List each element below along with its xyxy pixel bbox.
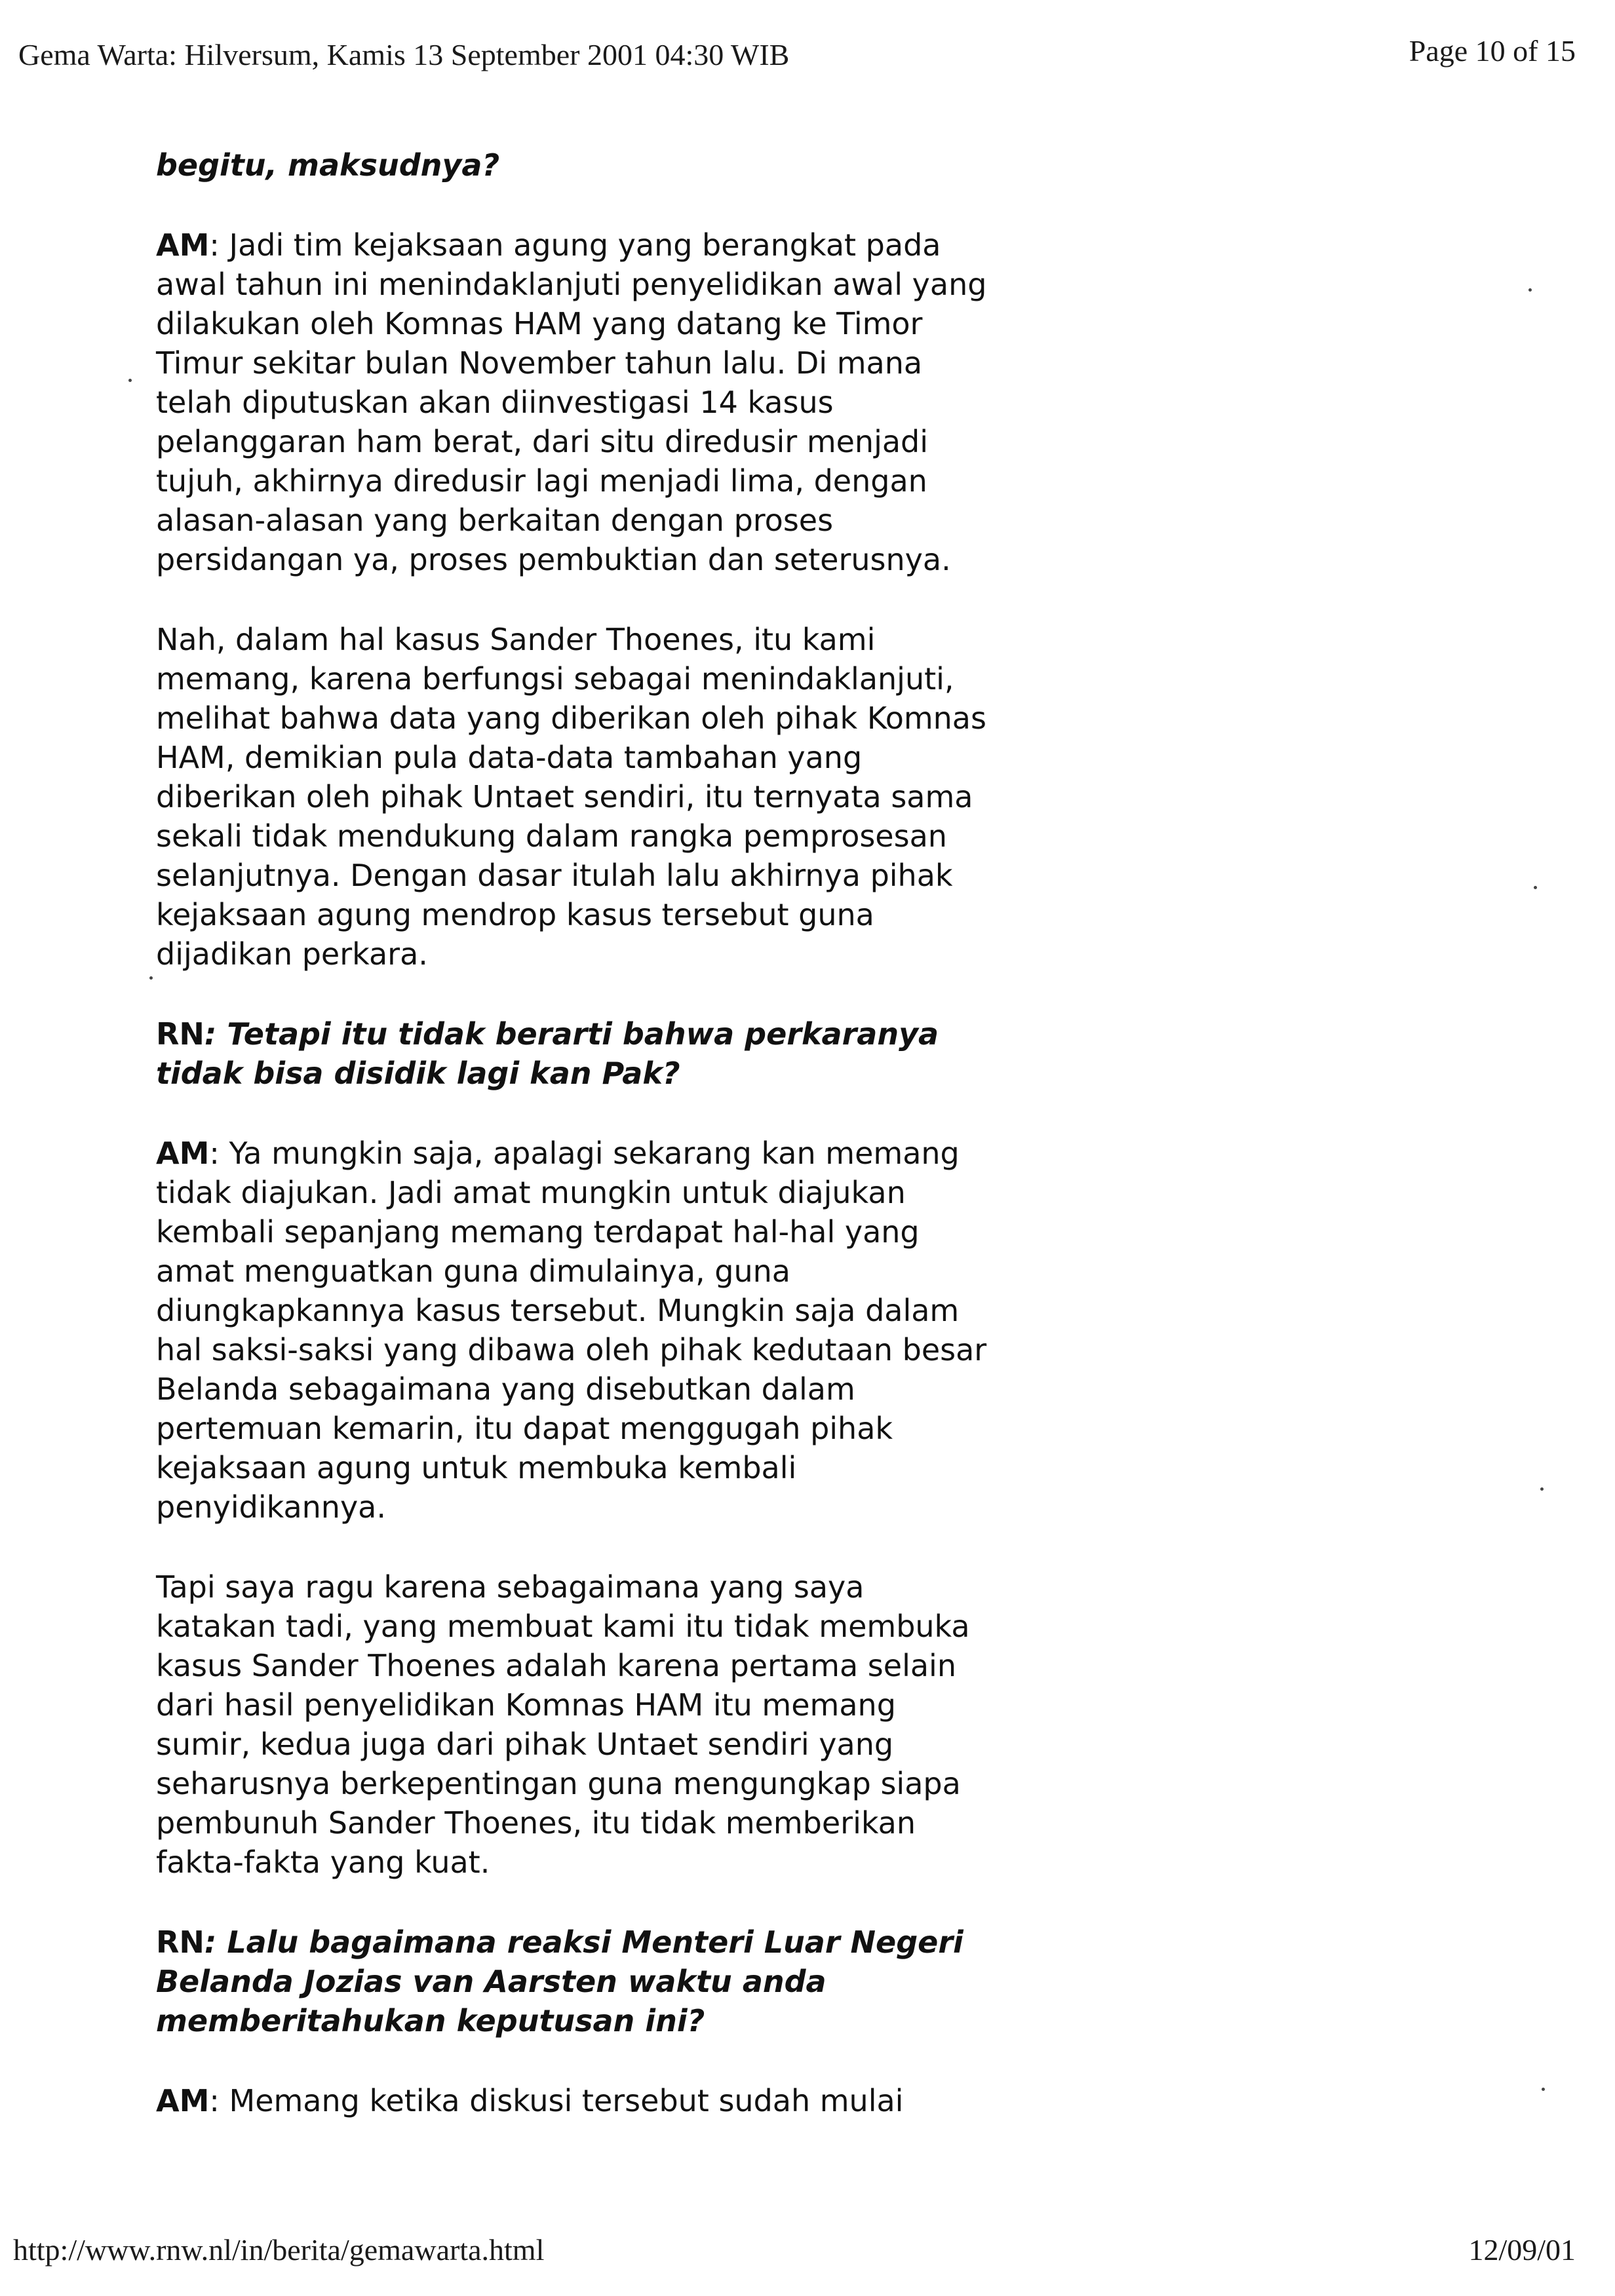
text-line <box>156 1607 1100 1646</box>
line-text: tujuh, akhirnya diredusir lagi menjadi lima, dengan <box>156 463 927 499</box>
line-text: diberikan oleh pihak Untaet sendiri, itu ternyata sama <box>156 779 973 814</box>
line-text: tidak diajukan. Jadi amat mungkin untuk diajukan <box>156 1175 906 1210</box>
line-text: kasus Sander Thoenes adalah karena pertama selain <box>156 1648 956 1683</box>
line-text: telah diputuskan akan diinvestigasi 14 kasus <box>156 385 834 420</box>
line-text: selanjutnya. Dengan dasar itulah lalu akhirnya pihak <box>156 858 953 893</box>
speaker-label: RN <box>156 1016 204 1052</box>
text-line <box>156 895 1100 934</box>
scan-speck <box>1542 2088 1545 2091</box>
text-line <box>156 225 1100 265</box>
line-text: Timur sekitar bulan November tahun lalu. Di mana <box>156 345 923 381</box>
scan-speck <box>149 976 153 980</box>
text-line <box>156 1567 1100 1607</box>
text-line <box>156 343 1100 383</box>
text-line <box>156 2081 1100 2120</box>
question-paragraph <box>156 1923 1100 2040</box>
line-text: sumir, kedua juga dari pihak Untaet sendiri yang <box>156 1727 894 1762</box>
text-line <box>156 1409 1100 1448</box>
text-line <box>156 1448 1100 1487</box>
line-text: kejaksaan agung untuk membuka kembali <box>156 1450 797 1485</box>
line-text: : Tetapi itu tidak berarti bahwa perkaranya <box>204 1016 939 1052</box>
paragraph-gap <box>156 1882 1100 1923</box>
line-text: begitu, maksudnya? <box>156 147 500 183</box>
footer-url: http://www.rnw.nl/in/berita/gemawarta.html <box>13 2233 545 2267</box>
line-text: sekali tidak mendukung dalam rangka pemprosesan <box>156 818 947 854</box>
article-body <box>156 145 1100 2120</box>
line-text: dijadikan perkara. <box>156 936 428 972</box>
text-line <box>156 1962 1100 2001</box>
text-line <box>156 383 1100 422</box>
line-text: pelanggaran ham berat, dari situ diredusir menjadi <box>156 424 929 459</box>
line-text: : Memang ketika diskusi tersebut sudah mulai <box>209 2083 904 2118</box>
answer-paragraph <box>156 2081 1100 2120</box>
text-line <box>156 422 1100 461</box>
line-text: : Lalu bagaimana reaksi Menteri Luar Negeri <box>204 1924 963 1960</box>
text-line <box>156 620 1100 659</box>
text-line <box>156 1803 1100 1843</box>
text-line <box>156 1212 1100 1252</box>
text-line <box>156 1923 1100 1962</box>
text-line <box>156 501 1100 540</box>
speaker-label: AM <box>156 2083 210 2118</box>
line-text: diungkapkannya kasus tersebut. Mungkin saja dalam <box>156 1293 960 1328</box>
line-text: : Jadi tim kejaksaan agung yang berangkat pada <box>209 227 941 263</box>
paragraph-gap <box>156 1093 1100 1134</box>
line-text: dilakukan oleh Komnas HAM yang datang ke Timor <box>156 306 923 341</box>
line-text: memang, karena berfungsi sebagai menindaklanjuti, <box>156 661 954 697</box>
text-line <box>156 461 1100 501</box>
line-text: melihat bahwa data yang diberikan oleh pihak Komnas <box>156 700 986 736</box>
text-line <box>156 145 1100 185</box>
text-line <box>156 659 1100 698</box>
line-text: penyidikannya. <box>156 1489 386 1525</box>
line-text: Belanda sebagaimana yang disebutkan dalam <box>156 1371 855 1407</box>
text-line <box>156 1487 1100 1527</box>
text-line <box>156 265 1100 304</box>
scan-speck <box>1528 288 1532 292</box>
line-text: seharusnya berkepentingan guna mengungkap siapa <box>156 1766 961 1801</box>
speaker-label: AM <box>156 1136 210 1171</box>
scan-speck <box>128 379 132 382</box>
scan-speck <box>1540 1487 1544 1491</box>
line-text: Belanda Jozias van Aarsten waktu anda <box>156 1964 827 1999</box>
header-title: Gema Warta: Hilversum, Kamis 13 September 2001 04:30 WIB <box>18 38 790 71</box>
text-line <box>156 304 1100 343</box>
text-line <box>156 738 1100 777</box>
line-text: Nah, dalam hal kasus Sander Thoenes, itu kami <box>156 622 876 657</box>
text-line <box>156 540 1100 579</box>
text-line <box>156 1725 1100 1764</box>
text-line <box>156 934 1100 974</box>
text-line <box>156 2001 1100 2040</box>
line-text: awal tahun ini menindaklanjuti penyelidikan awal yang <box>156 267 987 302</box>
text-line <box>156 1330 1100 1369</box>
line-text: HAM, demikian pula data-data tambahan yang <box>156 740 863 775</box>
text-line <box>156 1843 1100 1882</box>
line-text: pembunuh Sander Thoenes, itu tidak memberikan <box>156 1805 916 1841</box>
paragraph-gap <box>156 185 1100 225</box>
line-text: memberitahukan keputusan ini? <box>156 2003 705 2038</box>
paragraph-gap <box>156 974 1100 1014</box>
text-line <box>156 777 1100 816</box>
text-line <box>156 1291 1100 1330</box>
text-line <box>156 698 1100 738</box>
line-text: katakan tadi, yang membuat kami itu tidak membuka <box>156 1609 970 1644</box>
footer-date: 12/09/01 <box>1468 2233 1576 2267</box>
question-paragraph <box>156 1014 1100 1093</box>
line-text: kejaksaan agung mendrop kasus tersebut guna <box>156 897 874 932</box>
scan-speck <box>1534 886 1537 889</box>
text-line <box>156 1054 1100 1093</box>
line-text: alasan-alasan yang berkaitan dengan proses <box>156 503 834 538</box>
text-line <box>156 1134 1100 1173</box>
line-text: pertemuan kemarin, itu dapat menggugah pihak <box>156 1411 893 1446</box>
answer-paragraph <box>156 1134 1100 1527</box>
text-line <box>156 816 1100 856</box>
line-text: Tapi saya ragu karena sebagaimana yang saya <box>156 1569 865 1605</box>
line-text: hal saksi-saksi yang dibawa oleh pihak kedutaan besar <box>156 1332 987 1368</box>
line-text: tidak bisa disidik lagi kan Pak? <box>156 1056 680 1091</box>
line-text: dari hasil penyelidikan Komnas HAM itu memang <box>156 1687 896 1723</box>
text-line <box>156 1252 1100 1291</box>
text-line <box>156 1646 1100 1685</box>
page-number: Page 10 of 15 <box>1409 34 1576 67</box>
text-line <box>156 1173 1100 1212</box>
line-text: kembali sepanjang memang terdapat hal-hal yang <box>156 1214 920 1250</box>
text-line <box>156 1685 1100 1725</box>
speaker-label: RN <box>156 1924 204 1960</box>
line-text: persidangan ya, proses pembuktian dan seterusnya. <box>156 542 951 577</box>
question-paragraph <box>156 145 1100 185</box>
text-line <box>156 1369 1100 1409</box>
answer-paragraph <box>156 620 1100 974</box>
paragraph-gap <box>156 2040 1100 2081</box>
answer-paragraph <box>156 1567 1100 1882</box>
answer-paragraph <box>156 225 1100 579</box>
paragraph-gap <box>156 1527 1100 1567</box>
line-text: : Ya mungkin saja, apalagi sekarang kan memang <box>209 1136 960 1171</box>
text-line <box>156 1014 1100 1054</box>
paragraph-gap <box>156 579 1100 620</box>
line-text: fakta-fakta yang kuat. <box>156 1845 490 1880</box>
speaker-label: AM <box>156 227 210 263</box>
line-text: amat menguatkan guna dimulainya, guna <box>156 1253 790 1289</box>
text-line <box>156 1764 1100 1803</box>
text-line <box>156 856 1100 895</box>
